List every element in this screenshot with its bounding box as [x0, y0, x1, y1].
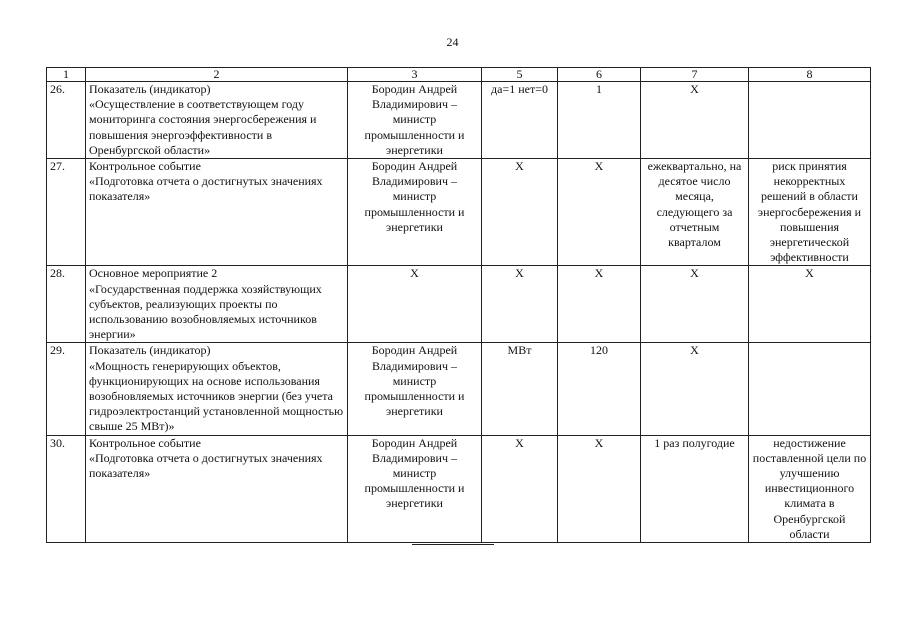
deadline-cell: Х — [641, 266, 749, 343]
value-cell: Х — [558, 266, 641, 343]
unit-cell: Х — [482, 159, 558, 266]
footnote-separator — [412, 544, 494, 545]
deadline-cell: ежеквартально, на десятое число месяца, следующего за отчетным кварталом — [641, 159, 749, 266]
responsible-person: Бородин Андрей Владимирович – министр промышленности и энергетики — [348, 343, 482, 435]
table-row — [47, 435, 871, 542]
item-title: «Мощность генерирующих объектов, функционирующих на основе использования возобновляемых источников энергии (без учета гидроэлектростанций установленной мощностью свыше 25 МВт)» — [89, 358, 344, 434]
responsible-person: Бородин Андрей Владимирович – министр промышленности и энергетики — [348, 435, 482, 542]
header-row — [47, 68, 871, 82]
row-number: 28. — [47, 266, 86, 343]
table-row — [47, 82, 871, 159]
header-cell-1: 1 — [47, 68, 86, 82]
program-table — [46, 67, 871, 543]
item-title: «Подготовка отчета о достигнутых значениях показателя» — [89, 450, 323, 481]
header-cell-7: 7 — [641, 68, 749, 82]
deadline-cell: Х — [641, 343, 749, 435]
item-name — [86, 159, 348, 266]
row-number: 26. — [47, 82, 86, 159]
item-name — [86, 343, 348, 435]
unit-cell: Х — [482, 266, 558, 343]
risk-cell — [749, 82, 871, 159]
deadline-cell: 1 раз полугодие — [641, 435, 749, 542]
header-cell-8: 8 — [749, 68, 871, 82]
table-row — [47, 266, 871, 343]
row-number: 29. — [47, 343, 86, 435]
risk-cell — [749, 343, 871, 435]
row-number: 27. — [47, 159, 86, 266]
page-number: 24 — [446, 35, 459, 49]
header-cell-2: 2 — [86, 68, 348, 82]
item-type: Основное мероприятие 2 — [89, 266, 218, 281]
row-number: 30. — [47, 435, 86, 542]
item-type: Показатель (индикатор) — [89, 343, 211, 358]
item-title: «Подготовка отчета о достигнутых значениях показателя» — [89, 174, 323, 204]
value-cell: 1 — [558, 82, 641, 159]
risk-cell: риск принятия некорректных решений в области энергосбережения и повышения энергетической эффективности — [749, 159, 871, 266]
item-name — [86, 435, 348, 542]
item-title: «Осуществление в соответствующем году мониторинга состояния энергосбережения и повышения энергоэффективности в Оренбургской области» — [89, 97, 317, 157]
unit-cell: Х — [482, 435, 558, 542]
header-cell-3: 3 — [348, 68, 482, 82]
value-cell: Х — [558, 435, 641, 542]
risk-cell: Х — [749, 266, 871, 343]
risk-cell: недостижение поставленной цели по улучшению инвестиционного климата в Оренбургской области — [749, 435, 871, 542]
deadline-cell: Х — [641, 82, 749, 159]
item-name — [86, 82, 348, 159]
unit-cell: да=1 нет=0 — [482, 82, 558, 159]
header-cell-5: 5 — [482, 68, 558, 82]
item-type: Контрольное событие — [89, 159, 201, 174]
table-row — [47, 159, 871, 266]
item-type: Показатель (индикатор) — [89, 82, 211, 96]
responsible-person: Бородин Андрей Владимирович – министр промышленности и энергетики — [348, 159, 482, 266]
responsible-person: Х — [348, 266, 482, 343]
value-cell: 120 — [558, 343, 641, 435]
table-row — [47, 343, 871, 435]
item-type: Контрольное событие — [89, 435, 201, 450]
item-title: «Государственная поддержка хозяйствующих субъектов, реализующих проекты по использованию возобновляемых источников энергии» — [89, 281, 322, 342]
header-cell-6: 6 — [558, 68, 641, 82]
item-name — [86, 266, 348, 343]
value-cell: Х — [558, 159, 641, 266]
responsible-person: Бородин Андрей Владимирович – министр промышленности и энергетики — [348, 82, 482, 159]
unit-cell: МВт — [482, 343, 558, 435]
